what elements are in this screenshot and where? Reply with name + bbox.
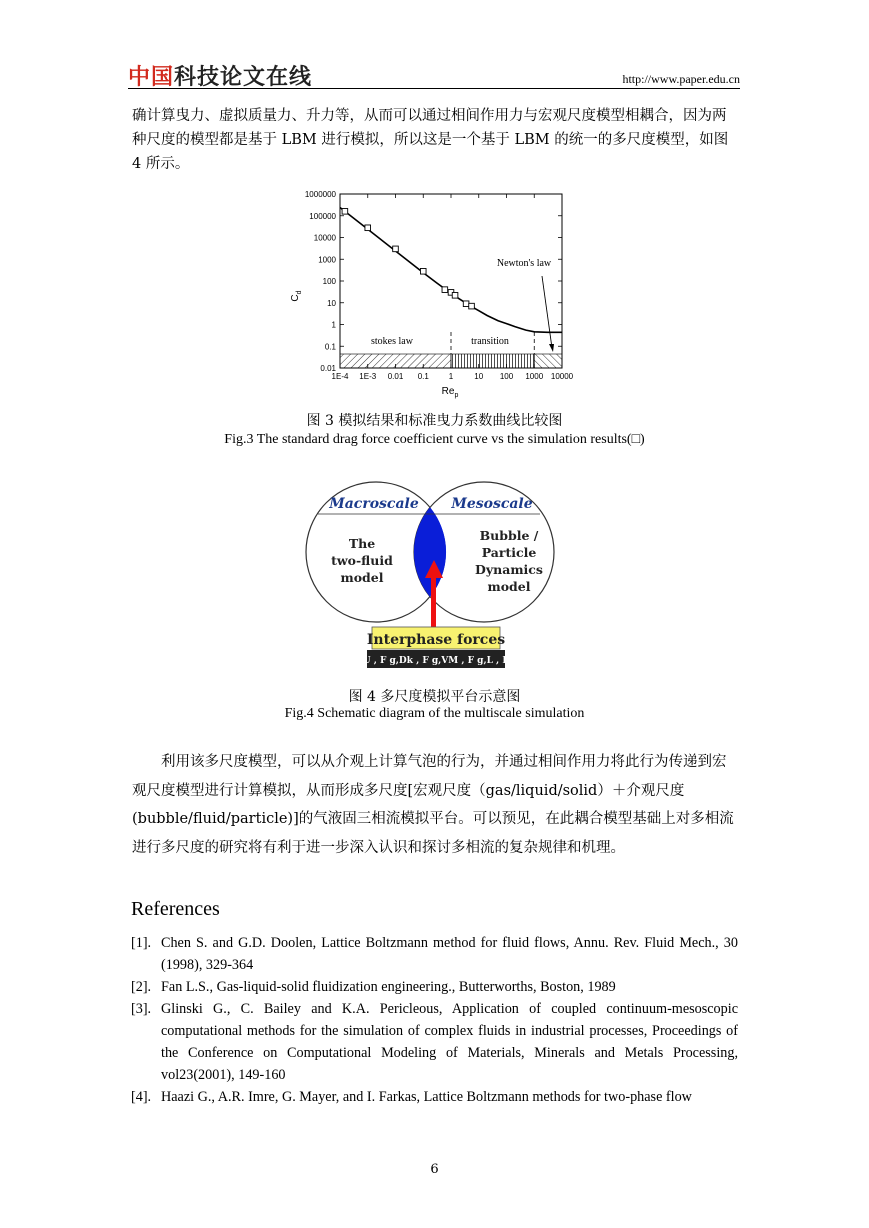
newton-region-band: [534, 354, 562, 368]
simulation-point: [365, 225, 371, 231]
meso-model-label: Dynamics: [475, 562, 543, 577]
y-tick-label: 10000: [313, 233, 336, 243]
reference-number: [2].: [131, 979, 152, 995]
simulation-point: [393, 246, 399, 252]
interphase-arrow-shaft: [431, 574, 436, 628]
meso-model-label: Particle: [481, 545, 537, 560]
references-heading: References: [131, 898, 220, 920]
standard-drag-curve: [340, 208, 562, 333]
macro-model-label: two-fluid: [331, 553, 393, 568]
reference-text: Chen S. and G.D. Doolen, Lattice Boltzmann method for fluid flows, Annu. Rev. Fluid Mech., 30 (1998), 329-364: [161, 935, 738, 973]
y-tick-label: 0.1: [324, 342, 336, 352]
reference-number: [1].: [131, 935, 152, 951]
simulation-point: [342, 209, 348, 215]
y-tick-label: 100000: [309, 211, 336, 221]
figure3-caption-en: Fig.3 The standard drag force coefficient curve vs the simulation results(□): [224, 432, 645, 447]
header-url: http://www.paper.edu.cn: [622, 72, 740, 86]
x-tick-label: 0.1: [417, 372, 429, 381]
figure3-caption-cn: 图 3 模拟结果和标准曳力系数曲线比较图: [306, 413, 563, 429]
header-divider: [128, 88, 740, 89]
macroscale-title: Macroscale: [329, 496, 419, 512]
reference-item: [131, 998, 738, 1086]
page-number: 6: [430, 1162, 439, 1177]
simulation-point: [463, 301, 469, 307]
reference-item: [131, 976, 738, 998]
y-tick-label: 100: [322, 277, 336, 286]
x-axis-label: $Re_p$: [441, 386, 459, 399]
transition-label: transition: [471, 336, 509, 347]
y-axis-label: $C_d$: [290, 290, 303, 302]
newton-pointer-head: [549, 344, 554, 352]
figure4-caption-cn: 图 4 多尺度模拟平台示意图: [348, 689, 521, 705]
x-tick-label: 1: [448, 372, 454, 381]
reference-item: [131, 932, 738, 976]
journal-logo: 中国科技论文在线: [128, 65, 313, 90]
x-tick-label: 10000: [550, 372, 574, 381]
x-tick-label: 100: [499, 372, 514, 381]
forces-formula: F g,BU , F g,Dk , F g,VM , F g,L , F g,DP: [336, 656, 536, 666]
simulation-point: [420, 268, 426, 274]
body-paragraph-text: 利用该多尺度模型，可以从介观上计算气泡的行为，并通过相间作用力将此行为传递到宏观尺度模型进行计算模拟，从而形成多尺度[宏观尺度（gas/liquid/solid）＋介观尺度(bubble/fluid/particle)]的气液固三相流模拟平台。可以预见，在此耦合模型基础上对多相流进行多尺度的研究将有利于进一步深入认识和探讨多相流的复杂规律和机理。: [132, 754, 734, 856]
reference-item: [131, 1086, 738, 1108]
simulation-point: [452, 293, 458, 299]
reference-text: Fan L.S., Gas-liquid-solid fluidization engineering., Butterworths, Boston, 1989: [161, 979, 616, 995]
reference-number: [4].: [131, 1089, 152, 1105]
references-list: [131, 932, 738, 1108]
meso-model-label: model: [487, 579, 531, 594]
simulation-point: [442, 287, 448, 293]
x-tick-label: 1E-4: [331, 372, 349, 381]
transition-region-band: [451, 354, 534, 368]
macro-model-label: model: [340, 570, 384, 585]
y-tick-label: 1000: [318, 255, 336, 265]
drag-coefficient-chart: [280, 184, 580, 410]
x-tick-label: 1000: [525, 372, 544, 381]
reference-text: Glinski G., C. Bailey and K.A. Pericleous, Application of coupled continuum-mesoscopic computational methods for the simulation of complex fluids in industrial processes, Proceedings of the Conference on Computational Modeling of Materials, Minerals and Metals Processing, vol23(2001), 149-160: [161, 1001, 738, 1083]
y-tick-label: 10: [327, 298, 336, 308]
multiscale-diagram: [300, 478, 570, 674]
y-tick-label: 1: [331, 320, 336, 330]
macro-model-label: The: [348, 536, 376, 551]
figure4-caption-en: Fig.4 Schematic diagram of the multiscale simulation: [284, 706, 585, 721]
newtons-law-label: Newton's law: [496, 258, 552, 269]
intro-paragraph: 确计算曳力、虚拟质量力、升力等，从而可以通过相间作用力与宏观尺度模型相耦合，因为两种尺度的模型都是基于 LBM 进行模拟，所以这是一个基于 LBM 的统一的多尺度模型，如图 4 所示。: [132, 108, 729, 172]
y-tick-label: 0.01: [320, 364, 336, 373]
body-paragraph: [132, 748, 738, 862]
reference-number: [3].: [131, 1001, 152, 1017]
x-tick-label: 1E-3: [359, 372, 377, 381]
x-tick-label: 0.01: [387, 372, 404, 381]
stokes-law-label: stokes law: [371, 336, 413, 347]
simulation-point: [469, 303, 475, 309]
interphase-forces-label: Interphase forces: [366, 632, 506, 648]
reference-text: Haazi G., A.R. Imre, G. Mayer, and I. Farkas, Lattice Boltzmann methods for two-phase flow: [161, 1089, 692, 1105]
y-tick-label: 1000000: [304, 190, 336, 199]
x-tick-label: 10: [474, 372, 484, 381]
mesoscale-title: Mesoscale: [451, 496, 533, 512]
newton-pointer-line: [542, 276, 552, 348]
meso-model-label: Bubble /: [479, 528, 539, 543]
